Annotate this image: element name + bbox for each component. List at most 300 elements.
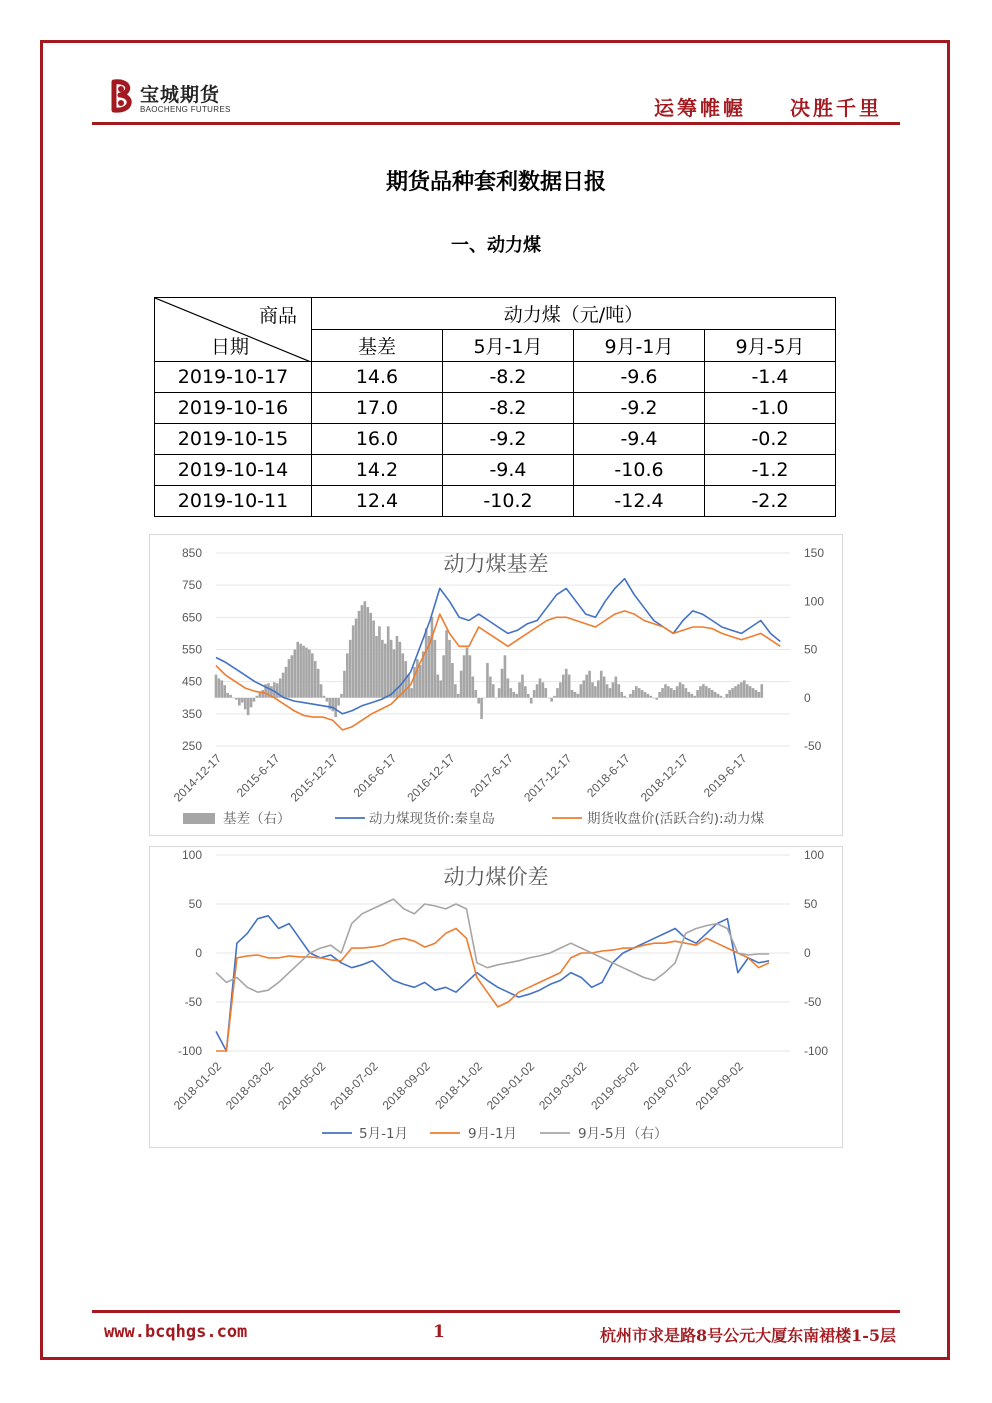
x-tick-group: [693, 1059, 747, 1113]
y-right-tick-label: -50: [804, 995, 822, 1009]
basis-bar: [568, 675, 571, 698]
basis-bar: [536, 684, 539, 698]
basis-bar: [504, 655, 507, 697]
basis-bar: [349, 640, 352, 698]
basis-bar: [355, 619, 358, 698]
legend-label: 基差（右）: [223, 811, 291, 827]
basis-bar: [352, 625, 355, 697]
basis-bar: [720, 696, 723, 698]
logo-cn-text: 宝城期货: [140, 84, 221, 106]
x-tick-group: [701, 751, 750, 800]
basis-bar: [477, 698, 480, 704]
date-cell: 2019-10-11: [155, 486, 312, 517]
x-tick-label: 2019-6-17: [700, 751, 750, 800]
basis-bar: [434, 640, 437, 698]
basis-bar: [507, 678, 510, 697]
y-left-tick-label: 750: [181, 578, 202, 593]
y-left-tick-label: 100: [181, 848, 202, 862]
basis-bar: [282, 673, 285, 698]
column-header: 5月-1月: [443, 330, 574, 362]
basis-bar: [419, 665, 422, 698]
basis-bar: [366, 607, 369, 698]
basis-bar: [562, 675, 565, 698]
table-group-header: 动力煤（元/吨）: [312, 298, 836, 330]
y-right-tick-label: 100: [804, 594, 825, 609]
arbitrage-table: [154, 297, 836, 517]
basis-bar: [437, 675, 440, 698]
basis-bar: [460, 671, 463, 698]
basis-bar: [658, 692, 661, 698]
basis-bar: [603, 677, 606, 698]
value-cell: -12.4: [574, 486, 705, 517]
y-left-tick-label: 50: [188, 897, 202, 911]
basis-bar: [676, 686, 679, 698]
basis-bar: [317, 669, 320, 698]
table-corner-cell: [155, 298, 312, 362]
basis-bar: [749, 686, 752, 698]
company-logo: [108, 78, 248, 118]
y-left-tick-label: 450: [181, 674, 202, 689]
basis-bar: [474, 690, 477, 698]
basis-bar: [288, 659, 291, 698]
basis-bar: [489, 677, 492, 698]
basis-bar: [728, 690, 731, 698]
x-tick-group: [484, 1059, 538, 1113]
x-tick-label: 2016-12-17: [404, 751, 458, 805]
x-tick-group: [640, 1059, 694, 1113]
basis-bar: [600, 671, 603, 698]
basis-bar: [299, 644, 302, 698]
basis-bar: [305, 648, 308, 698]
basis-bar: [635, 686, 638, 698]
x-tick-label: 2018-05-02: [275, 1059, 329, 1113]
x-tick-label: 2019-07-02: [640, 1059, 694, 1113]
basis-bar: [690, 694, 693, 698]
column-header: 9月-1月: [574, 330, 705, 362]
x-tick-label: 2018-12-17: [637, 751, 692, 805]
series-line: [216, 899, 769, 992]
basis-bar: [717, 694, 720, 698]
value-cell: -8.2: [443, 393, 574, 424]
logo-en-text: BAOCHENG FUTURES: [140, 105, 231, 114]
legend-label: 9月-5月（右）: [578, 1126, 668, 1142]
basis-bar: [743, 680, 746, 697]
basis-bar: [425, 628, 428, 697]
x-tick-label: 2018-6-17: [584, 751, 633, 800]
basis-bar: [364, 601, 367, 698]
chart-title: 动力煤价差: [443, 865, 549, 889]
x-tick-label: 2019-01-02: [483, 1059, 538, 1113]
basis-bar: [454, 684, 457, 698]
basis-bar: [223, 685, 226, 698]
x-tick-group: [171, 1059, 225, 1113]
chart-title: 动力煤基差: [443, 552, 549, 576]
x-tick-label: 2018-03-02: [222, 1059, 277, 1113]
basis-bar: [617, 684, 620, 698]
basis-bar: [285, 667, 288, 698]
value-cell: -10.2: [443, 486, 574, 517]
basis-bar: [501, 669, 504, 698]
basis-bar: [533, 690, 536, 698]
basis-bar: [314, 661, 317, 698]
y-right-tick-label: -100: [804, 1044, 829, 1058]
x-tick-group: [588, 1059, 642, 1113]
basis-bar: [547, 698, 550, 699]
value-cell: -2.2: [705, 486, 836, 517]
y-right-tick-label: 150: [804, 546, 825, 560]
basis-bar: [524, 686, 527, 698]
y-right-tick-label: 0: [804, 690, 811, 705]
series-line: [216, 916, 769, 1051]
basis-bar: [542, 682, 545, 697]
table-row: [155, 486, 836, 517]
basis-bar: [296, 642, 299, 698]
basis-bar: [337, 698, 340, 706]
x-tick-label: 2018-11-02: [432, 1059, 486, 1112]
basis-bar: [688, 692, 691, 698]
basis-bar: [553, 696, 556, 698]
basis-bar: [340, 694, 343, 698]
basis-bar: [699, 686, 702, 698]
spread-chart: [150, 847, 842, 1147]
x-tick-group: [327, 1059, 381, 1113]
basis-bar: [448, 640, 451, 698]
x-tick-group: [234, 751, 283, 800]
basis-bar: [632, 690, 635, 698]
basis-bar: [591, 682, 594, 697]
basis-bar: [650, 696, 653, 698]
basis-bar: [256, 696, 259, 698]
basis-bar: [221, 680, 224, 697]
basis-bar: [226, 693, 229, 698]
x-tick-label: 2014-12-17: [170, 751, 225, 805]
x-tick-group: [432, 1059, 485, 1112]
basis-bar: [238, 698, 241, 706]
basis-bar: [372, 621, 375, 698]
basis-bar: [250, 698, 253, 708]
series-line: [216, 929, 769, 1052]
basis-bar: [463, 655, 466, 697]
basis-bar: [655, 698, 658, 700]
value-cell: -8.2: [443, 362, 574, 393]
basis-bar: [326, 698, 329, 702]
y-left-tick-label: 0: [195, 946, 202, 960]
spread-chart-box: [149, 846, 843, 1148]
value-cell: -1.4: [705, 362, 836, 393]
basis-bar: [521, 675, 524, 698]
basis-bar: [731, 688, 734, 698]
basis-bar: [343, 671, 346, 698]
basis-bar: [638, 688, 641, 698]
y-left-tick-label: 650: [181, 610, 202, 625]
basis-bar: [311, 653, 314, 697]
basis-bar: [410, 688, 413, 698]
basis-bar: [571, 690, 574, 698]
y-right-tick-label: 100: [804, 848, 825, 862]
x-tick-label: 2018-01-02: [170, 1059, 225, 1113]
basis-bar: [241, 698, 244, 703]
basis-bar: [276, 683, 279, 697]
x-tick-label: 2015-12-17: [287, 751, 341, 805]
section-title: 一、动力煤: [451, 235, 541, 256]
basis-bar: [291, 655, 294, 697]
basis-bar: [565, 669, 568, 698]
basis-bar: [582, 680, 585, 697]
basis-bar: [334, 698, 337, 717]
basis-bar: [512, 692, 515, 698]
value-cell: -9.6: [574, 362, 705, 393]
footer-url[interactable]: www.bcqhgs.com: [104, 1322, 248, 1342]
x-tick-label: 2018-09-02: [379, 1059, 433, 1113]
basis-bar: [451, 663, 454, 698]
value-cell: -0.2: [705, 424, 836, 455]
basis-bar: [580, 684, 583, 698]
footer-rule: [92, 1310, 900, 1313]
basis-chart-box: [149, 534, 843, 836]
basis-bar: [664, 684, 667, 698]
basis-bar: [746, 684, 749, 698]
date-cell: 2019-10-17: [155, 362, 312, 393]
y-left-tick-label: 250: [181, 739, 202, 753]
legend-label: 期货收盘价(活跃合约):动力煤: [587, 811, 765, 827]
corner-label-date: 日期: [211, 336, 250, 358]
legend-label: 9月-1月: [468, 1126, 518, 1142]
basis-bar: [723, 698, 726, 699]
basis-bar: [358, 611, 361, 698]
y-left-tick-label: 550: [181, 642, 202, 657]
y-right-tick-label: 50: [804, 642, 818, 657]
x-tick-group: [536, 1059, 590, 1113]
logo-mark-icon: [108, 78, 136, 114]
basis-bar: [760, 684, 763, 698]
y-left-tick-label: -100: [177, 1044, 202, 1058]
basis-bar: [515, 694, 518, 698]
basis-bar: [641, 690, 644, 698]
basis-bar: [361, 605, 364, 698]
x-tick-label: 2017-12-17: [521, 751, 575, 805]
basis-bar: [667, 686, 670, 698]
basis-bar: [702, 684, 705, 698]
x-tick-label: 2016-6-17: [350, 751, 400, 800]
value-cell: -9.4: [574, 424, 705, 455]
slogan-part-1: 运筹帷幄: [654, 96, 746, 120]
basis-bar: [594, 686, 597, 698]
basis-bar: [606, 684, 609, 698]
basis-bar: [685, 688, 688, 698]
basis-bar: [620, 692, 623, 698]
basis-bar: [445, 630, 448, 698]
basis-bar: [261, 690, 264, 698]
value-cell: 12.4: [312, 486, 443, 517]
basis-bar: [235, 698, 238, 700]
x-tick-label: 2018-07-02: [327, 1059, 381, 1113]
basis-bar: [472, 677, 475, 698]
basis-bar: [623, 696, 626, 698]
y-right-tick-label: 50: [804, 897, 818, 911]
basis-bar: [509, 688, 512, 698]
basis-bar: [714, 692, 717, 698]
basis-bar: [320, 684, 323, 698]
column-header: 9月-5月: [705, 330, 836, 362]
basis-bar: [585, 675, 588, 698]
basis-bar: [693, 696, 696, 698]
footer-address: 杭州市求是路8号公元大厦东南裙楼1-5层: [599, 1326, 896, 1345]
table-row: [155, 393, 836, 424]
x-tick-group: [638, 751, 692, 805]
x-tick-label: 2019-09-02: [692, 1059, 746, 1113]
basis-bar: [556, 688, 559, 698]
value-cell: -9.2: [443, 424, 574, 455]
x-tick-group: [223, 1059, 277, 1113]
basis-bar: [483, 698, 486, 699]
basis-bar: [670, 688, 673, 698]
page-title: 期货品种套利数据日报: [385, 170, 606, 195]
basis-bar: [673, 690, 676, 698]
basis-bar: [705, 686, 708, 698]
basis-bar: [218, 678, 221, 697]
footer-page-number: 1: [433, 1322, 445, 1342]
basis-bar: [369, 613, 372, 698]
x-tick-group: [288, 751, 342, 805]
basis-bar: [725, 694, 728, 698]
basis-bar: [308, 650, 311, 698]
slogan-part-2: 决胜千里: [790, 96, 882, 120]
basis-bar: [439, 680, 442, 697]
x-tick-label: 2015-6-17: [233, 751, 283, 800]
date-cell: 2019-10-16: [155, 393, 312, 424]
basis-bar: [378, 626, 381, 697]
x-tick-group: [521, 751, 575, 805]
value-cell: -1.0: [705, 393, 836, 424]
header-slogan: [654, 92, 882, 121]
value-cell: -1.2: [705, 455, 836, 486]
basis-bar: [708, 688, 711, 698]
column-header: 基差: [312, 330, 443, 362]
x-tick-group: [404, 751, 458, 805]
value-cell: 17.0: [312, 393, 443, 424]
basis-bar: [413, 667, 416, 698]
basis-bar: [588, 671, 591, 698]
value-cell: 14.6: [312, 362, 443, 393]
legend-swatch: [183, 813, 215, 824]
basis-bar: [486, 663, 489, 698]
table-row: [155, 455, 836, 486]
basis-bar: [253, 698, 256, 702]
table-row: [155, 362, 836, 393]
basis-bar: [609, 688, 612, 698]
date-cell: 2019-10-15: [155, 424, 312, 455]
basis-bar: [480, 698, 483, 719]
basis-bar: [758, 692, 761, 698]
basis-bar: [737, 684, 740, 698]
basis-bar: [626, 698, 629, 699]
y-left-tick-label: 350: [181, 706, 202, 721]
basis-bar: [232, 698, 235, 699]
value-cell: -10.6: [574, 455, 705, 486]
basis-bar: [577, 694, 580, 698]
value-cell: 14.2: [312, 455, 443, 486]
x-tick-group: [380, 1059, 434, 1113]
value-cell: -9.4: [443, 455, 574, 486]
basis-bar: [740, 682, 743, 697]
basis-bar: [644, 692, 647, 698]
basis-bar: [615, 677, 618, 698]
x-tick-group: [351, 751, 400, 800]
basis-bar: [530, 698, 533, 704]
basis-bar: [527, 694, 530, 698]
table-row: [155, 424, 836, 455]
basis-bar: [293, 650, 296, 698]
value-cell: 16.0: [312, 424, 443, 455]
basis-bar: [755, 690, 758, 698]
basis-bar: [752, 688, 755, 698]
basis-bar: [416, 659, 419, 698]
basis-bar: [647, 694, 650, 698]
date-cell: 2019-10-14: [155, 455, 312, 486]
basis-bar: [457, 694, 460, 698]
basis-bar: [682, 684, 685, 698]
basis-bar: [431, 617, 434, 698]
basis-bar: [734, 686, 737, 698]
basis-bar: [215, 675, 218, 698]
basis-bar: [652, 698, 655, 699]
basis-bar: [466, 648, 469, 698]
basis-chart: [150, 535, 842, 835]
basis-bar: [539, 678, 542, 697]
x-tick-label: 2019-05-02: [588, 1059, 642, 1113]
basis-bar: [244, 698, 247, 710]
basis-bar: [544, 688, 547, 698]
basis-bar: [498, 688, 501, 698]
x-tick-group: [171, 751, 225, 805]
x-tick-group: [275, 1059, 329, 1113]
basis-bar: [302, 646, 305, 698]
y-right-tick-label: -50: [804, 739, 822, 753]
basis-bar: [550, 698, 553, 702]
basis-bar: [247, 698, 250, 715]
legend-label: 动力煤现货价:秦皇岛: [369, 811, 496, 827]
basis-bar: [612, 682, 615, 697]
x-tick-group: [584, 751, 633, 800]
basis-bar: [679, 682, 682, 697]
basis-bar: [495, 698, 498, 699]
basis-bar: [399, 642, 402, 698]
basis-bar: [661, 688, 664, 698]
y-left-tick-label: -50: [184, 995, 202, 1009]
basis-bar: [390, 640, 393, 698]
legend-label: 5月-1月: [359, 1126, 409, 1142]
basis-bar: [375, 636, 378, 698]
x-tick-group: [467, 751, 516, 800]
basis-bar: [331, 698, 334, 712]
x-tick-label: 2017-6-17: [467, 751, 516, 800]
x-tick-label: 2019-03-02: [536, 1059, 590, 1113]
header-rule: [92, 122, 900, 125]
basis-bar: [492, 684, 495, 698]
basis-bar: [323, 696, 326, 698]
basis-bar: [629, 694, 632, 698]
corner-label-commodity: 商品: [258, 305, 297, 327]
value-cell: -9.2: [574, 393, 705, 424]
basis-bar: [229, 695, 232, 698]
basis-bar: [574, 692, 577, 698]
basis-bar: [696, 690, 699, 698]
y-left-tick-label: 850: [181, 546, 202, 560]
y-right-tick-label: 0: [804, 946, 811, 960]
basis-bar: [597, 680, 600, 697]
basis-bar: [711, 690, 714, 698]
basis-bar: [346, 653, 349, 697]
